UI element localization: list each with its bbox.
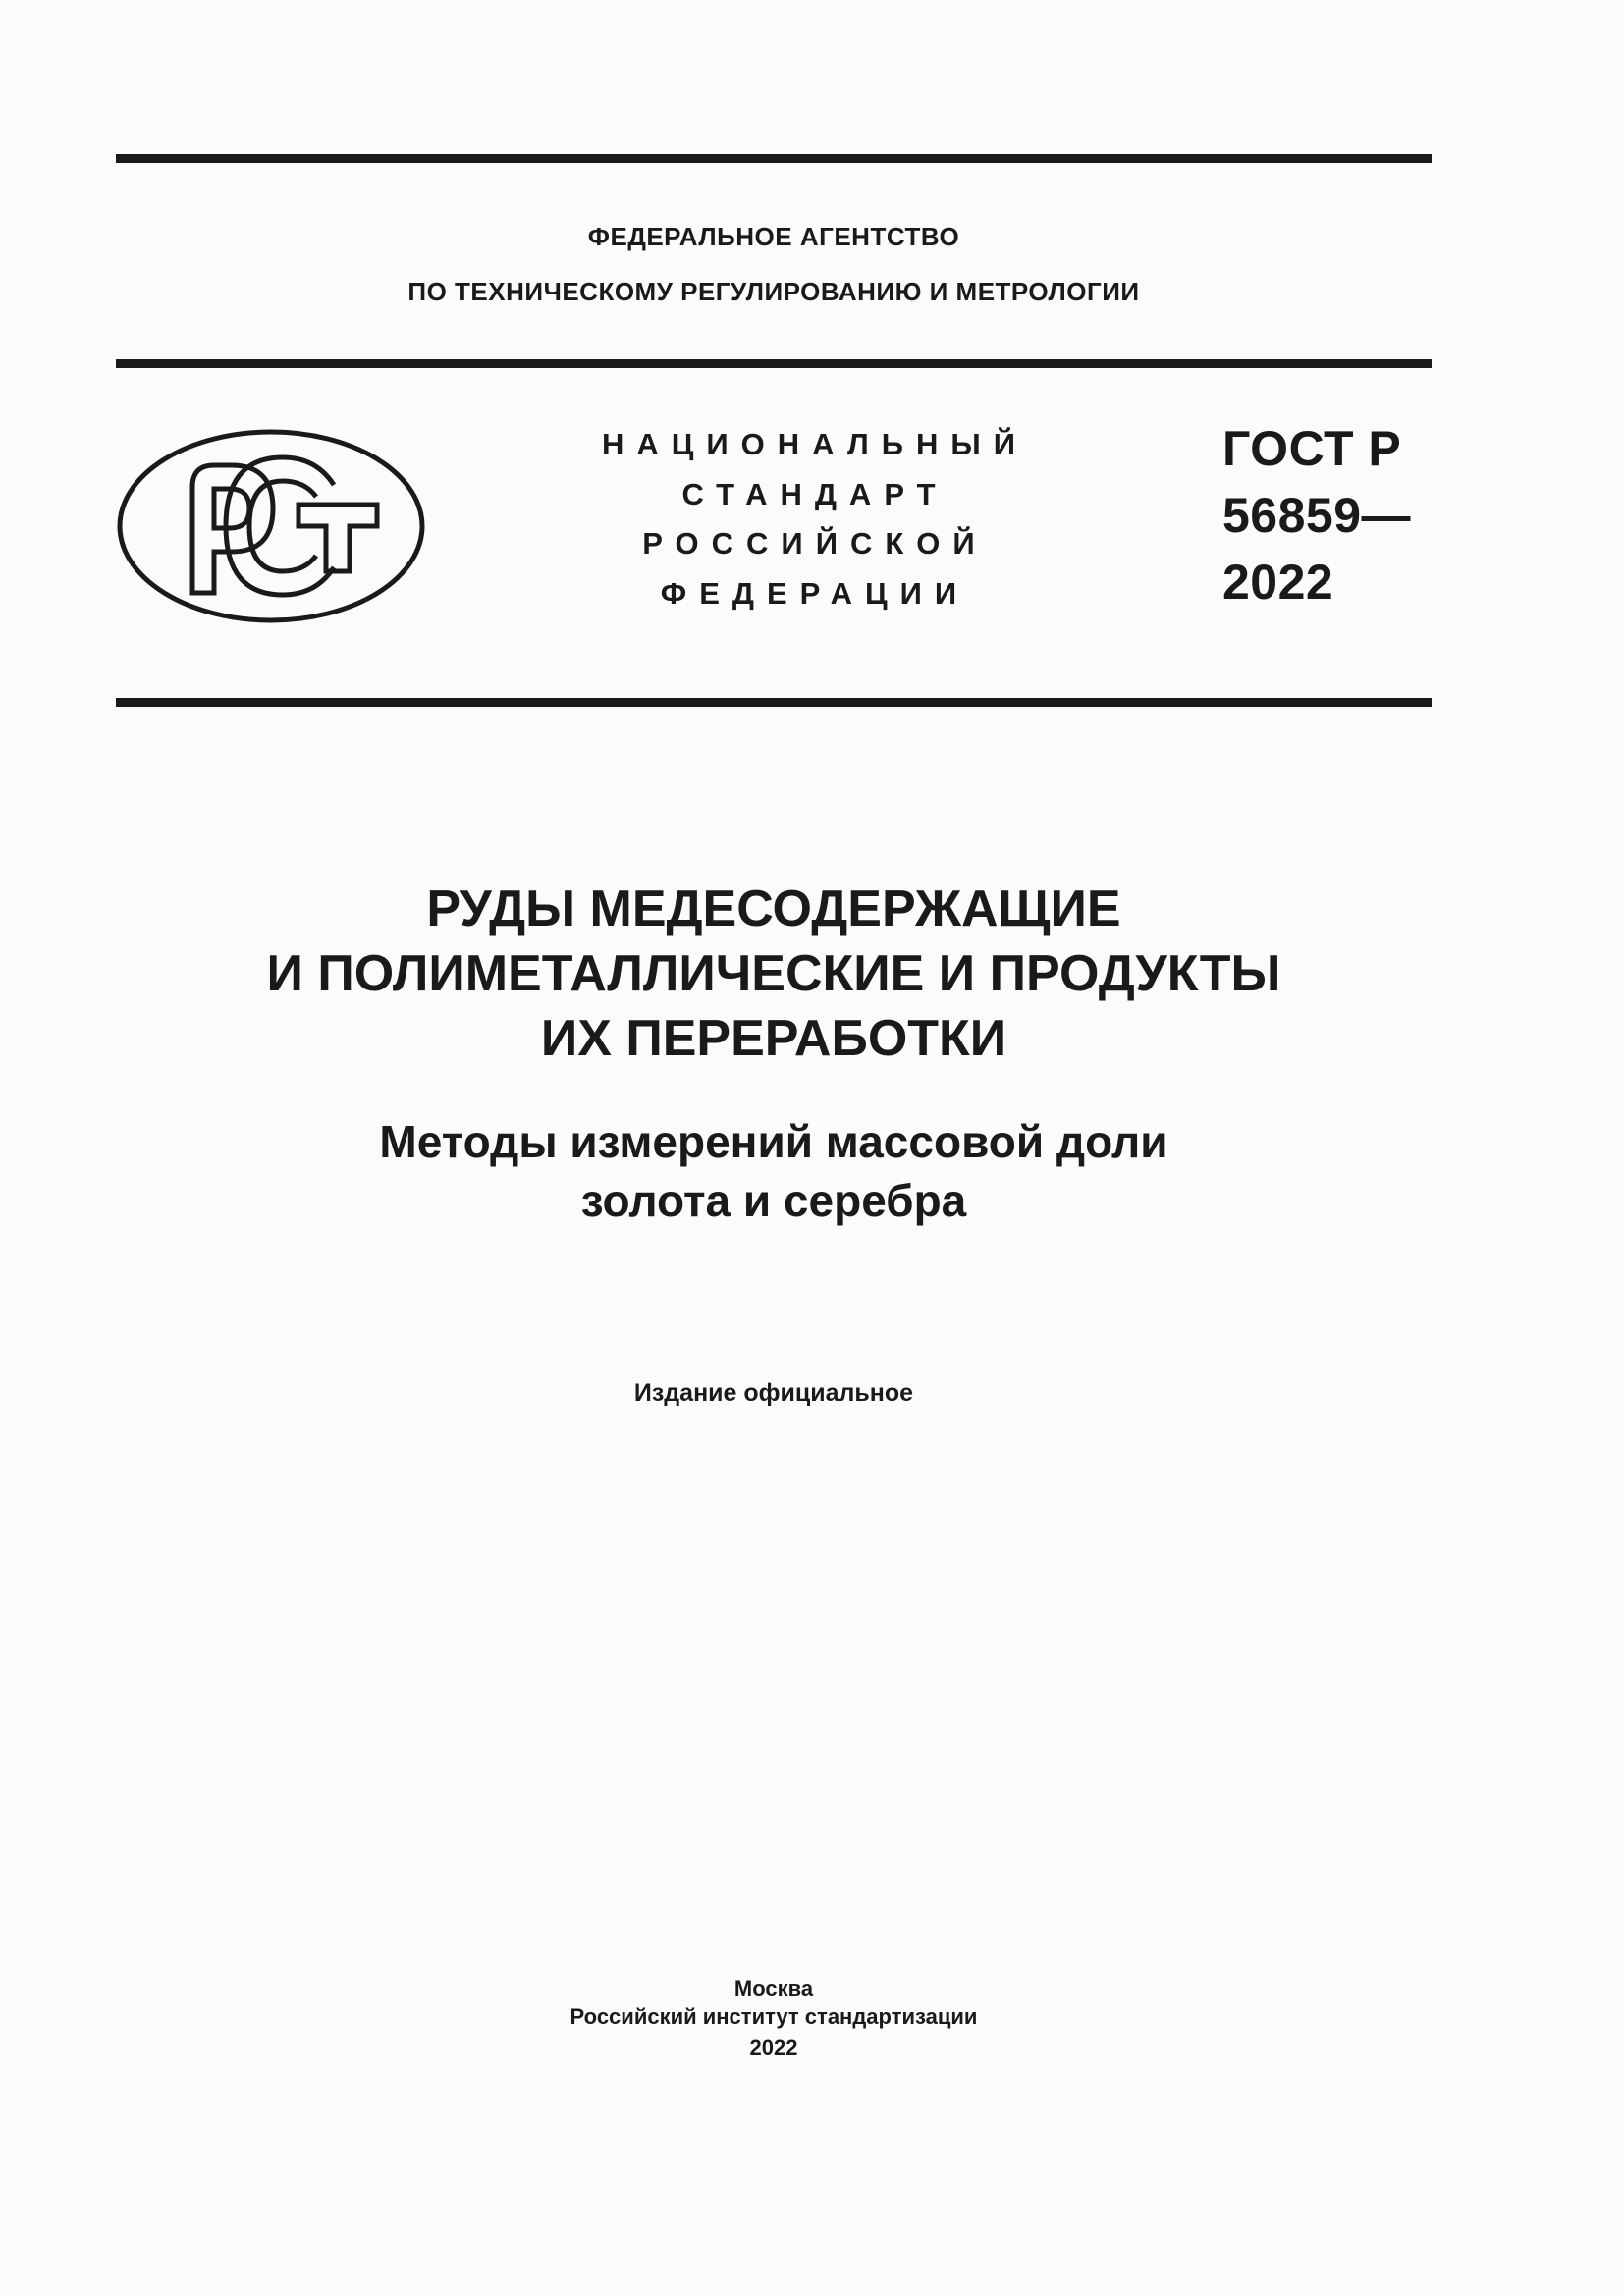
section-rule [116, 698, 1432, 707]
agency-name-line-1: ФЕДЕРАЛЬНОЕ АГЕНТСТВО [587, 222, 960, 251]
imprint-city: Москва [733, 1976, 814, 2001]
agency-name-line-2: ПО ТЕХНИЧЕСКОМУ РЕГУЛИРОВАНИЮ И МЕТРОЛОГИИ [407, 277, 1140, 306]
gost-designation-line-2: 56859— [1222, 488, 1412, 543]
top-rule [116, 154, 1432, 163]
header-rule [116, 359, 1432, 368]
document-subtitle-line-1: Методы измерений массовой доли [379, 1116, 1168, 1167]
gost-designation-line-1: ГОСТ Р [1222, 421, 1402, 476]
rst-emblem-icon [116, 428, 426, 624]
document-title-line-1: РУДЫ МЕДЕСОДЕРЖАЩИЕ [426, 881, 1121, 937]
edition-label: Издание официальное [633, 1379, 914, 1407]
document-subtitle-line-2: золота и серебра [580, 1175, 967, 1226]
document-title-line-2: И ПОЛИМЕТАЛЛИЧЕСКИЕ И ПРОДУКТЫ [266, 945, 1281, 1002]
national-standard-line-3: РОССИЙСКОЙ [642, 526, 988, 561]
imprint-publisher: Российский институт стандартизации [569, 2004, 978, 2029]
document-title-line-3: ИХ ПЕРЕРАБОТКИ [540, 1010, 1007, 1067]
national-standard-line-1: НАЦИОНАЛЬНЫЙ [601, 427, 1029, 461]
gost-designation-line-3: 2022 [1222, 555, 1334, 610]
national-standard-line-4: ФЕДЕРАЦИИ [660, 576, 970, 611]
imprint-year: 2022 [749, 2035, 798, 2059]
national-standard-line-2: СТАНДАРТ [681, 477, 948, 511]
